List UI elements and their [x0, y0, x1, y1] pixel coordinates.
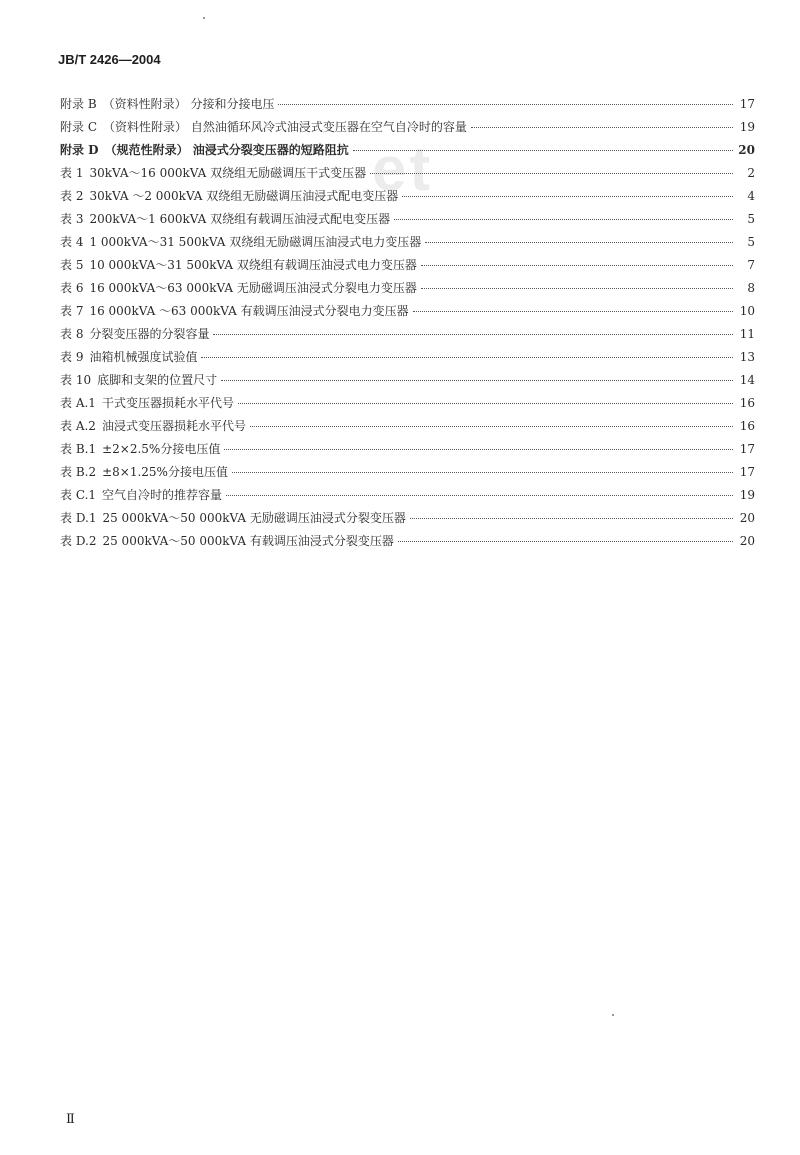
dot-leader [421, 265, 733, 266]
toc-entry-page: 16 [739, 396, 755, 410]
toc-entry-page: 20 [739, 534, 755, 548]
toc-entry-number: 表 D.2 [60, 534, 97, 548]
toc-entry-page: 17 [739, 465, 755, 479]
toc-entry-page: 5 [747, 235, 755, 249]
toc-entry-page: 14 [739, 373, 755, 387]
toc-entry-label [60, 486, 222, 503]
toc-entry [60, 325, 755, 348]
toc-entry-title: 空气自冷时的推荐容量 [102, 488, 223, 502]
toc-entry-title: （资料性附录） 分接和分接电压 [102, 97, 275, 111]
toc-entry-number: 表 5 [60, 258, 84, 272]
toc-entry-title: 30kVA～16 000kVA 双绕组无励磁调压干式变压器 [89, 166, 367, 180]
toc-entry-label [60, 279, 417, 296]
toc-entry-label [60, 302, 409, 319]
dot-leader [413, 311, 733, 312]
dot-leader [421, 288, 733, 289]
toc-entry-title: 底脚和支架的位置尺寸 [97, 373, 218, 387]
toc-entry-label [60, 95, 274, 112]
toc-entry-label [60, 394, 234, 411]
toc-entry-label [60, 141, 349, 158]
toc-entry [60, 509, 755, 532]
toc-entry-number: 表 9 [60, 350, 84, 364]
dot-leader [370, 173, 733, 174]
toc-entry-number: 表 B.2 [60, 465, 97, 479]
toc-entry-title: 25 000kVA～50 000kVA 无励磁调压油浸式分裂变压器 [102, 511, 406, 525]
toc-entry-title: 油箱机械强度试验值 [89, 350, 198, 364]
dot-leader [221, 380, 733, 381]
toc-entry [60, 279, 755, 302]
toc-entry [60, 302, 755, 325]
toc-entry [60, 256, 755, 279]
toc-entry-title: 16 000kVA～63 000kVA 无励磁调压油浸式分裂电力变压器 [89, 281, 417, 295]
toc-entry-page: 7 [747, 258, 755, 272]
toc-entry-title: （规范性附录） 油浸式分裂变压器的短路阻抗 [104, 143, 349, 157]
toc-entry [60, 187, 755, 210]
toc-entry-page: 5 [747, 212, 755, 226]
toc-entry [60, 164, 755, 187]
toc-entry-number: 表 B.1 [60, 442, 97, 456]
toc-entry-title: 200kVA～1 600kVA 双绕组有载调压油浸式配电变压器 [89, 212, 391, 226]
toc-entry-label [60, 164, 366, 181]
toc-entry-label [60, 509, 406, 526]
toc-entry-number: 附录 C [60, 120, 97, 134]
toc-entry-number: 表 D.1 [60, 511, 97, 525]
toc-entry-page: 2 [747, 166, 755, 180]
dot-leader [238, 403, 733, 404]
toc-entry [60, 348, 755, 371]
toc-entry-title: 1 000kVA～31 500kVA 双绕组无励磁调压油浸式电力变压器 [89, 235, 422, 249]
toc-entry-page: 19 [739, 488, 755, 502]
toc-entry-number: 表 3 [60, 212, 84, 226]
toc-entry-label [60, 187, 398, 204]
toc-entry-number: 表 10 [60, 373, 92, 387]
table-of-contents [60, 95, 755, 555]
dot-leader [250, 426, 733, 427]
toc-entry-title: （资料性附录） 自然油循环风冷式油浸式变压器在空气自冷时的容量 [103, 120, 467, 134]
toc-entry-page: 20 [739, 511, 755, 525]
toc-entry-number: 表 A.1 [60, 396, 96, 410]
scan-speck [203, 17, 205, 19]
toc-entry-number: 表 4 [60, 235, 84, 249]
toc-entry-number: 表 A.2 [60, 419, 96, 433]
dot-leader [201, 357, 733, 358]
toc-entry-label [60, 118, 467, 135]
dot-leader [402, 196, 733, 197]
toc-entry [60, 141, 755, 164]
watermark: et [372, 135, 434, 204]
toc-entry-title: 10 000kVA～31 500kVA 双绕组有载调压油浸式电力变压器 [89, 258, 417, 272]
toc-entry [60, 532, 755, 555]
toc-entry-number: 表 2 [60, 189, 84, 203]
toc-entry-number: 附录 B [60, 97, 97, 111]
standard-number: JB/T 2426—2004 [58, 52, 161, 67]
toc-entry-title: 25 000kVA～50 000kVA 有载调压油浸式分裂变压器 [102, 534, 394, 548]
toc-entry-title: 16 000kVA ～63 000kVA 有载调压油浸式分裂电力变压器 [89, 304, 409, 318]
toc-entry [60, 371, 755, 394]
dot-leader [353, 150, 733, 151]
dot-leader [213, 334, 733, 335]
dot-leader [394, 219, 733, 220]
toc-entry-label [60, 210, 390, 227]
toc-entry-page: 20 [738, 143, 755, 157]
toc-entry-page: 10 [739, 304, 755, 318]
toc-entry-title: 30kVA ～2 000kVA 双绕组无励磁调压油浸式配电变压器 [89, 189, 399, 203]
toc-entry-page: 19 [739, 120, 755, 134]
toc-entry-number: 附录 D [60, 143, 99, 157]
toc-entry-label [60, 417, 246, 434]
toc-entry-label [60, 325, 209, 342]
toc-entry [60, 210, 755, 233]
toc-entry-number: 表 1 [60, 166, 84, 180]
toc-entry [60, 233, 755, 256]
toc-entry-page: 11 [739, 327, 755, 341]
toc-entry-label [60, 463, 228, 480]
toc-entry-number: 表 8 [60, 327, 84, 341]
dot-leader [410, 518, 733, 519]
dot-leader [471, 127, 733, 128]
toc-entry-label [60, 348, 197, 365]
toc-entry-label [60, 256, 417, 273]
toc-entry-page: 16 [739, 419, 755, 433]
toc-entry-page: 13 [739, 350, 755, 364]
dot-leader [278, 104, 733, 105]
toc-entry-page: 8 [747, 281, 755, 295]
toc-entry [60, 95, 755, 118]
toc-entry-title: ±8×1.25%分接电压值 [102, 465, 228, 479]
toc-entry-page: 17 [739, 97, 755, 111]
scan-speck [612, 1014, 614, 1016]
toc-entry-title: 油浸式变压器损耗水平代号 [101, 419, 246, 433]
toc-entry-number: 表 C.1 [60, 488, 97, 502]
toc-entry-label [60, 532, 394, 549]
dot-leader [232, 472, 733, 473]
toc-entry [60, 486, 755, 509]
toc-entry [60, 394, 755, 417]
page-number: Ⅱ [66, 1112, 75, 1127]
toc-entry-title: 干式变压器损耗水平代号 [101, 396, 234, 410]
toc-entry [60, 463, 755, 486]
toc-entry [60, 118, 755, 141]
dot-leader [425, 242, 733, 243]
dot-leader [226, 495, 733, 496]
toc-entry-label [60, 371, 217, 388]
toc-entry-page: 17 [739, 442, 755, 456]
toc-entry-page: 4 [747, 189, 755, 203]
toc-entry-title: ±2×2.5%分接电压值 [102, 442, 221, 456]
dot-leader [398, 541, 733, 542]
toc-entry-number: 表 6 [60, 281, 84, 295]
toc-entry [60, 440, 755, 463]
toc-entry-label [60, 440, 220, 457]
toc-entry-title: 分裂变压器的分裂容量 [89, 327, 210, 341]
toc-entry-number: 表 7 [60, 304, 84, 318]
dot-leader [224, 449, 733, 450]
toc-entry-label [60, 233, 421, 250]
toc-entry [60, 417, 755, 440]
